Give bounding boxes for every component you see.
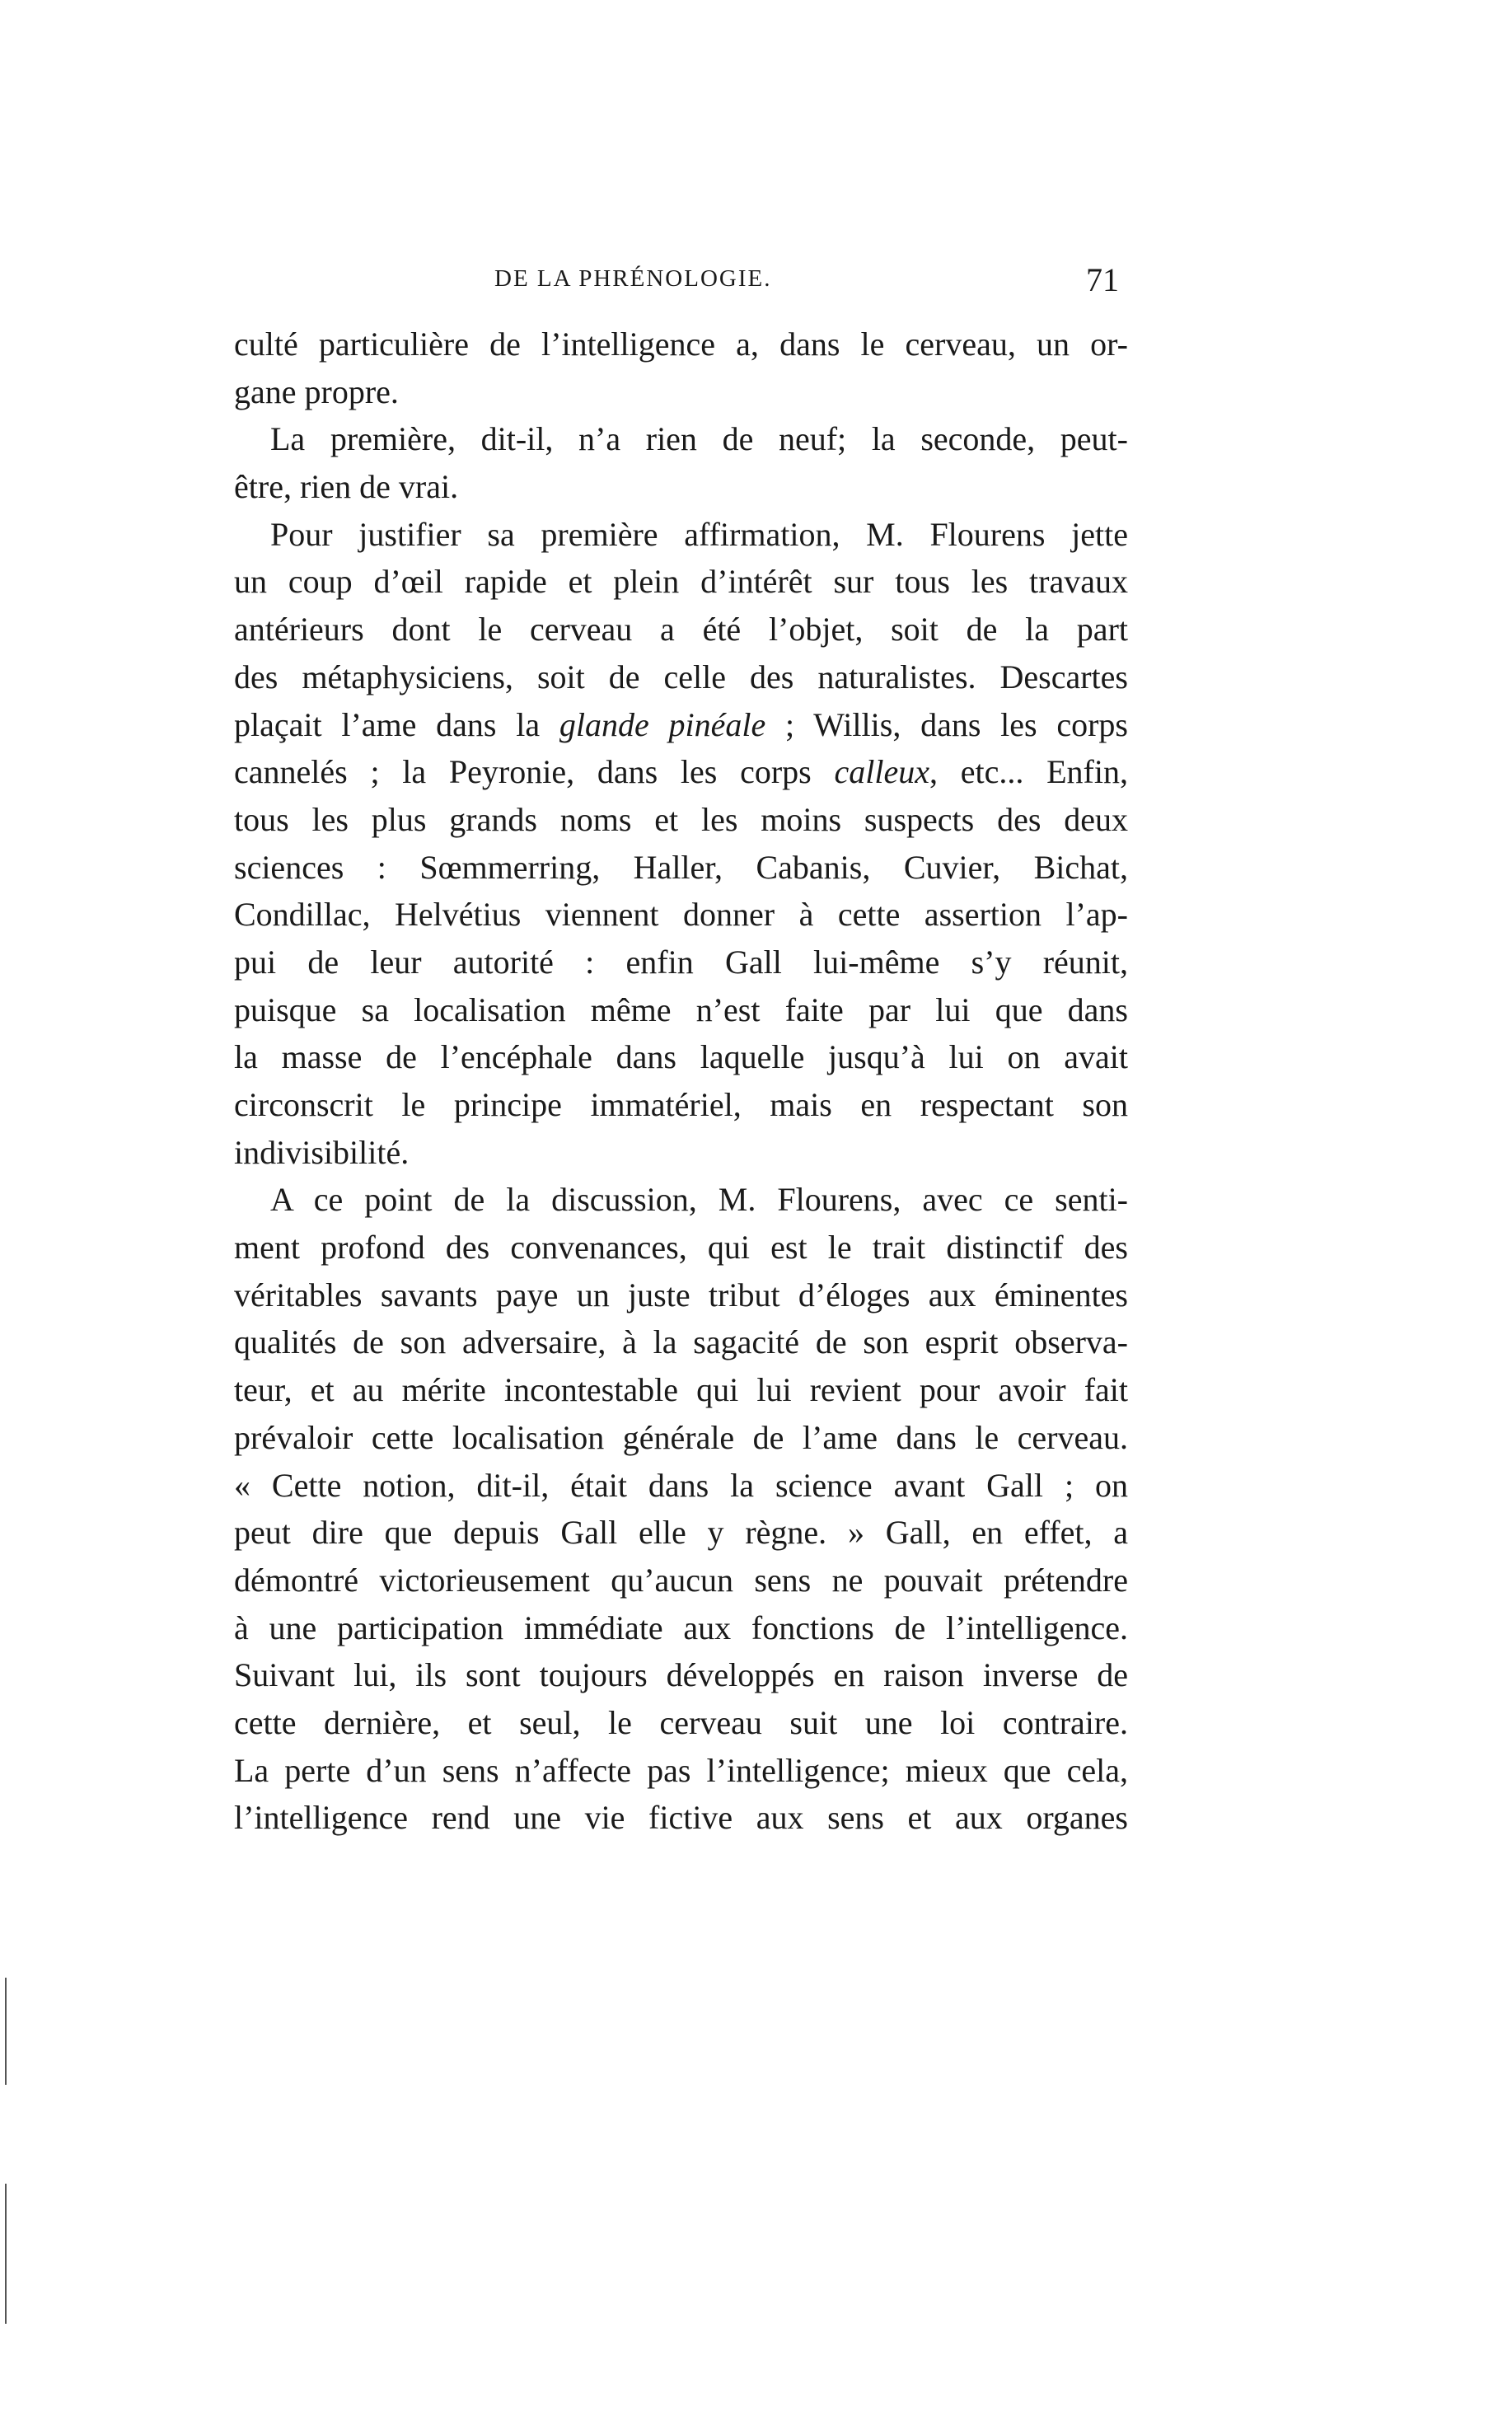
text-line: la masse de l’encéphale dans laquelle jusqu’à lui on avait bbox=[234, 1038, 1128, 1076]
scan-artifact bbox=[5, 2184, 7, 2324]
text-line: être, rien de vrai. bbox=[234, 468, 459, 506]
text-line: antérieurs dont le cerveau a été l’objet, soit de la part bbox=[234, 611, 1128, 649]
text-line: tous les plus grands noms et les moins suspects des deux bbox=[234, 800, 1128, 838]
running-head: DE LA PHRÉNOLOGIE. bbox=[494, 265, 772, 292]
text-line: La perte d’un sens n’affecte pas l’intelligence; mieux que cela, bbox=[234, 1751, 1128, 1789]
text-line: véritables savants paye un juste tribut d’éloges aux éminentes bbox=[234, 1276, 1128, 1314]
text-line: puisque sa localisation même n’est faite par lui que dans bbox=[234, 990, 1128, 1028]
text-line: culté particulière de l’intelligence a, dans le cerveau, un or- bbox=[234, 325, 1128, 363]
text-line: Suivant lui, ils sont toujours développés en raison inverse de bbox=[234, 1656, 1128, 1694]
text-line: ment profond des convenances, qui est le trait distinctif des bbox=[234, 1229, 1128, 1267]
body-text bbox=[234, 321, 1128, 1842]
text-line: A ce point de la discussion, M. Flourens, avec ce senti- bbox=[270, 1181, 1128, 1219]
text-line: pui de leur autorité : enfin Gall lui-même s’y réunit, bbox=[234, 943, 1128, 981]
text-line: cannelés ; la Peyronie, dans les corps calleux, etc... Enfin, bbox=[234, 753, 1128, 791]
text-line: à une participation immédiate aux fonctions de l’intelligence. bbox=[234, 1609, 1128, 1646]
text-line: « Cette notion, dit-il, était dans la science avant Gall ; on bbox=[234, 1466, 1128, 1504]
text-line: plaçait l’ame dans la glande pinéale ; Willis, dans les corps bbox=[234, 705, 1128, 743]
text-line: un coup d’œil rapide et plein d’intérêt sur tous les travaux bbox=[234, 563, 1128, 601]
scan-artifact bbox=[5, 1978, 7, 2085]
text-line: Pour justifier sa première affirmation, M. Flourens jette bbox=[270, 515, 1128, 553]
text-line: La première, dit-il, n’a rien de neuf; la seconde, peut- bbox=[270, 420, 1128, 458]
text-line: circonscrit le principe immatériel, mais en respectant son bbox=[234, 1086, 1128, 1123]
text-line: peut dire que depuis Gall elle y règne. » Gall, en effet, a bbox=[234, 1514, 1128, 1552]
text-line: indivisibilité. bbox=[234, 1133, 410, 1171]
text-line: qualités de son adversaire, à la sagacité de son esprit observa- bbox=[234, 1323, 1128, 1361]
text-line: teur, et au mérite incontestable qui lui revient pour avoir fait bbox=[234, 1371, 1128, 1409]
page-number: 71 bbox=[1086, 261, 1119, 298]
text-line: Condillac, Helvétius viennent donner à cette assertion l’ap- bbox=[234, 896, 1128, 934]
text-line: cette dernière, et seul, le cerveau suit une loi contraire. bbox=[234, 1703, 1128, 1741]
text-line: sciences : Sœmmerring, Haller, Cabanis, Cuvier, Bichat, bbox=[234, 848, 1128, 886]
text-line: prévaloir cette localisation générale de l’ame dans le cerveau. bbox=[234, 1418, 1128, 1456]
text-line: des métaphysiciens, soit de celle des naturalistes. Descartes bbox=[234, 658, 1128, 695]
text-line: démontré victorieusement qu’aucun sens ne pouvait prétendre bbox=[234, 1561, 1128, 1599]
text-line: l’intelligence rend une vie fictive aux sens et aux organes bbox=[234, 1799, 1128, 1837]
text-line: gane propre. bbox=[234, 372, 399, 410]
